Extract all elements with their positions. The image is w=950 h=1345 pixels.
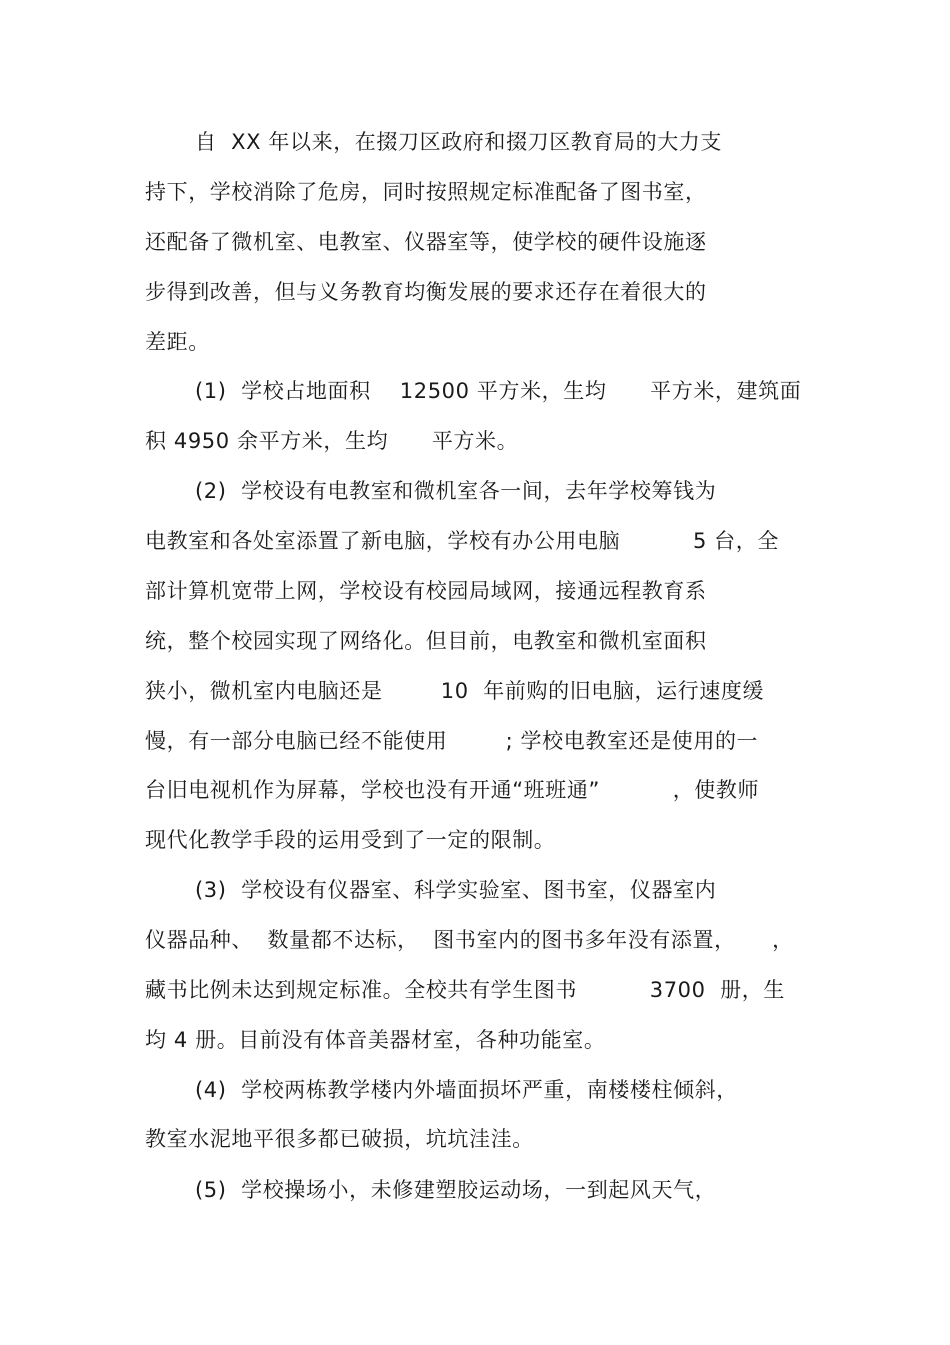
- paragraph-line: (3) 学校设有仪器室、科学实验室、图书室，仪器室内: [195, 878, 717, 902]
- paragraph-line: 均 4 册。目前没有体音美器材室，各种功能室。: [145, 1028, 606, 1052]
- paragraph-line: 持下，学校消除了危房，同时按照规定标准配备了图书室，: [145, 180, 707, 204]
- paragraph-line: (1) 学校占地面积 12500 平方米，生均 平方米，建筑面: [195, 379, 802, 403]
- paragraph-line: 自 XX 年以来，在掇刀区政府和掇刀区教育局的大力支: [195, 130, 722, 154]
- paragraph-line: 教室水泥地平很多都已破损，坑坑洼洼。: [145, 1127, 534, 1151]
- paragraph-line: 步得到改善，但与义务教育均衡发展的要求还存在着很大的: [145, 280, 707, 304]
- paragraph-line: 现代化教学手段的运用受到了一定的限制。: [145, 828, 556, 852]
- paragraph-line: 差距。: [145, 330, 210, 354]
- paragraph-line: (2) 学校设有电教室和微机室各一间，去年学校筹钱为: [195, 479, 717, 503]
- paragraph-line: 积 4950 余平方米，生均 平方米。: [145, 429, 519, 453]
- paragraph-line: 藏书比例未达到规定标准。全校共有学生图书 3700 册，生: [145, 978, 785, 1002]
- paragraph-line: 狭小，微机室内电脑还是 10 年前购的旧电脑，运行速度缓: [145, 679, 765, 703]
- paragraph-line: 统，整个校园实现了网络化。但目前，电教室和微机室面积: [145, 629, 707, 653]
- paragraph-line: 部计算机宽带上网，学校设有校园局域网，接通远程教育系: [145, 579, 707, 603]
- paragraph-line: (4) 学校两栋教学楼内外墙面损坏严重，南楼楼柱倾斜，: [195, 1078, 738, 1102]
- paragraph-line: 还配备了微机室、电教室、仪器室等，使学校的硬件设施逐: [145, 230, 707, 254]
- paragraph-line: 慢，有一部分电脑已经不能使用 ; 学校电教室还是使用的一: [145, 729, 759, 753]
- paragraph-line: (5) 学校操场小，未修建塑胶运动场，一到起风天气，: [195, 1178, 717, 1202]
- paragraph-line: 仪器品种、 数量都不达标， 图书室内的图书多年没有添置， ，: [145, 928, 794, 952]
- paragraph-line: 台旧电视机作为屏幕，学校也没有开通“班班通” ，使教师: [145, 778, 760, 802]
- paragraph-line: 电教室和各处室添置了新电脑，学校有办公用电脑 5 台，全: [145, 529, 779, 553]
